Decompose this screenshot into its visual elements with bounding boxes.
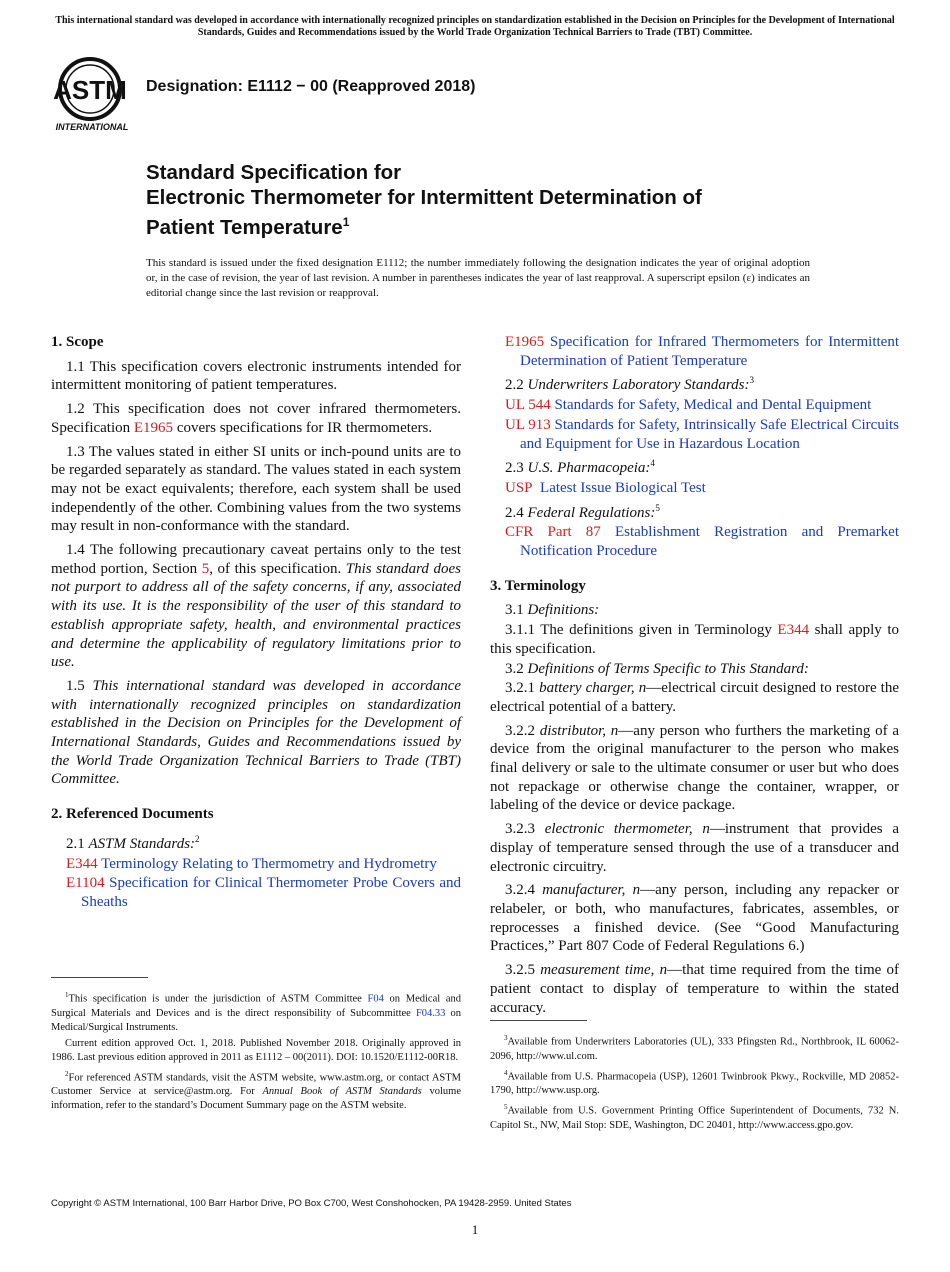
jurisdiction-notice: This international standard was developed in accordance with internationally recognized principles on standardization established in the Decision on Principles for the Development of International Standards, Guides and Recommendations issued by the World Trade Organization Technical Barriers to Trade (TBT) Committee.	[55, 15, 895, 38]
scope-heading: 1. Scope	[51, 334, 104, 350]
title-line-3: Patient Temperature	[146, 215, 343, 239]
referenced-documents-heading: 2. Referenced Documents	[51, 806, 214, 823]
link-f04-33[interactable]: F04.33	[415, 1007, 446, 1019]
link-f04[interactable]: F04	[367, 993, 384, 1005]
footnote-4: $^4$Available from U.S. Pharmacopeia (USP), 12601 Twinbrook Pkwy., Rockville, MD 20852-1790, http://www.usp.org.	[490, 1068, 899, 1096]
footnote-rule-right	[490, 1020, 587, 1021]
para-1-1: 1.1 This specification covers electronic instruments intended for intermittent monitoring of patient temperatures.	[51, 358, 461, 394]
ref-cfr-part-87[interactable]: CFR Part 87 Establishment Registration and Premarket Notification Procedure	[505, 524, 900, 560]
footnotes-right	[490, 1031, 899, 1135]
definitions-specific-label: 3.2 Definitions of Terms Specific to This Standard:	[505, 660, 809, 677]
astm-standards-label: 2.1 ASTM Standards:$^2$	[66, 833, 200, 852]
link-section-5[interactable]: 5	[201, 560, 210, 577]
term-manufacturer: 3.2.4 manufacturer, n—any person, including any repacker or relabeler, or both, who manufactures, fabricates, assembles, or reprocesses a finished device. (See “Good Manufacturing Practices,” Part 807 Code of Federal Regulations 6.)	[490, 882, 899, 955]
left-column	[51, 333, 461, 913]
astm-logo	[52, 55, 136, 135]
term-measurement-time: 3.2.5 measurement time, n—that time required from the time of patient contact to display of temperature to within the stated accuracy.	[490, 962, 900, 1016]
ref-e1965[interactable]: E1965 Specification for Infrared Thermometers for Intermittent Determination of Patient Temperature	[505, 334, 899, 369]
link-e1965[interactable]: E1965	[133, 419, 174, 436]
para-1-5: 1.5 This international standard was developed in accordance with internationally recognized principles on standardization established in the Decision on Principles for the Development of International Standards, Guides and Recommendations issued by the World Trade Organization Technical Barriers to Trade (TBT) Committee.	[51, 677, 462, 788]
term-distributor: 3.2.2 distributor, n—any person who furthers the marketing of a device from the original manufacturer to the person who makes final delivery or sale to the ultimate consumer or user but who does not repackage or otherwise change the container, wrapper, or labeling of the device or device package.	[490, 722, 900, 814]
page-number: 1	[471, 1222, 479, 1237]
footnote-rule-left	[51, 977, 148, 978]
footnotes-left	[51, 988, 461, 1115]
footnote-1: $^1$This specification is under the jurisdiction of ASTM Committee F04 on Medical and Surgical Materials and Devices and is the direct responsibility of Subcommittee F04.33 on Medical/Surgical Instruments.	[51, 991, 461, 1033]
footnote-3: $^3$Available from Underwriters Laboratories (UL), 333 Pfingsten Rd., Northbrook, IL 60062-2096, http://www.ul.com.	[490, 1034, 899, 1062]
copyright-line: Copyright © ASTM International, 100 Barr Harbor Drive, PO Box C700, West Conshohocken, PA 19428-2959. United States	[51, 1198, 572, 1209]
ref-ul-544[interactable]: UL 544 Standards for Safety, Medical and Dental Equipment	[505, 397, 872, 414]
footnote-1-edition: Current edition approved Oct. 1, 2018. Published November 2018. Originally approved in 1986. Last previous edition approved in 2011 as E1112 – 00(2011). DOI: 10.1520/E1112-00R18.	[51, 1037, 461, 1063]
ref-usp[interactable]: USP Latest Issue Biological Test	[505, 479, 706, 496]
ul-standards-label: 2.2 Underwriters Laboratory Standards:$^3$	[505, 375, 754, 394]
ref-ul-913[interactable]: UL 913 Standards for Safety, Intrinsically Safe Electrical Circuits and Equipment for Use in Hazardous Location	[505, 416, 899, 452]
title-footnote-mark: 1	[342, 215, 350, 229]
footnote-2: $^2$For referenced ASTM standards, visit the ASTM website, www.astm.org, or contact ASTM Customer Service at service@astm.org. For Annual Book of ASTM Standards volume information, refer to the standard’s Document Summary page on the ASTM website.	[51, 1069, 461, 1111]
title-line-2: Electronic Thermometer for Intermittent Determination of	[146, 186, 702, 209]
term-battery-charger: 3.2.1 battery charger, n—electrical circuit designed to restore the electrical potential of a battery.	[490, 680, 900, 715]
ref-e344[interactable]: E344 Terminology Relating to Thermometry and Hydrometry	[66, 855, 437, 872]
federal-regulations-label: 2.4 Federal Regulations:$^5$	[505, 502, 660, 521]
logo-subtext: INTERNATIONAL	[55, 122, 129, 132]
right-column	[490, 333, 899, 1022]
terminology-heading: 3. Terminology	[490, 577, 586, 594]
title-line-1: Standard Specification for	[146, 161, 402, 184]
para-1-3: 1.3 The values stated in either SI units or inch-pound units are to be regarded separately as standard. The values stated in each system may not be exact equivalents; therefore, each system shall be used independently of the other. Combining values from the two systems may result in non-conformance with the standard.	[51, 443, 461, 535]
term-electronic-thermometer: 3.2.3 electronic thermometer, n—instrument that provides a display of temperature sensed through the use of a transducer and electronic circuitry.	[490, 821, 899, 875]
issuance-statement: This standard is issued under the fixed designation E1112; the number immediately following the designation indicates the year of original adoption or, in the case of revision, the year of last revision. A number in parentheses indicates the year of last reapproval. A superscript epsilon (ε) indicates an editorial change since the last revision or reapproval.	[146, 257, 810, 299]
astm-logo-icon	[52, 55, 136, 135]
footnote-5: $^5$Available from U.S. Government Printing Office Superintendent of Documents, 732 N. Capitol St., NW, Mail Stop: SDE, Washington, DC 20401, http://www.access.gpo.gov.	[490, 1103, 899, 1131]
definitions-label: 3.1 Definitions:	[505, 602, 600, 619]
para-1-2: 1.2 This specification does not cover infrared thermometers. Specification E1965 covers specifications for IR thermometers.	[51, 401, 461, 436]
para-1-4: 1.4 The following precautionary caveat pertains only to the test method portion, Section 5, of this specification. This standard does not purport to address all of the safety concerns, if any, associated with its use. It is the responsibility of the user of this standard to establish appropriate safety, health, and environmental practices and determine the applicability of regulatory limitations prior to use.	[51, 542, 461, 671]
usp-label: 2.3 U.S. Pharmacopeia:$^4$	[505, 458, 655, 477]
para-3-1-1: 3.1.1 The definitions given in Terminology E344 shall apply to this specification.	[490, 622, 899, 657]
document-title	[146, 160, 906, 240]
ref-e1104[interactable]: E1104 Specification for Clinical Thermometer Probe Covers and Sheaths	[66, 875, 462, 910]
designation: Designation: E1112 − 00 (Reapproved 2018)	[146, 78, 476, 95]
link-e344[interactable]: E344	[777, 622, 810, 639]
logo-letters: ASTM	[53, 75, 127, 105]
